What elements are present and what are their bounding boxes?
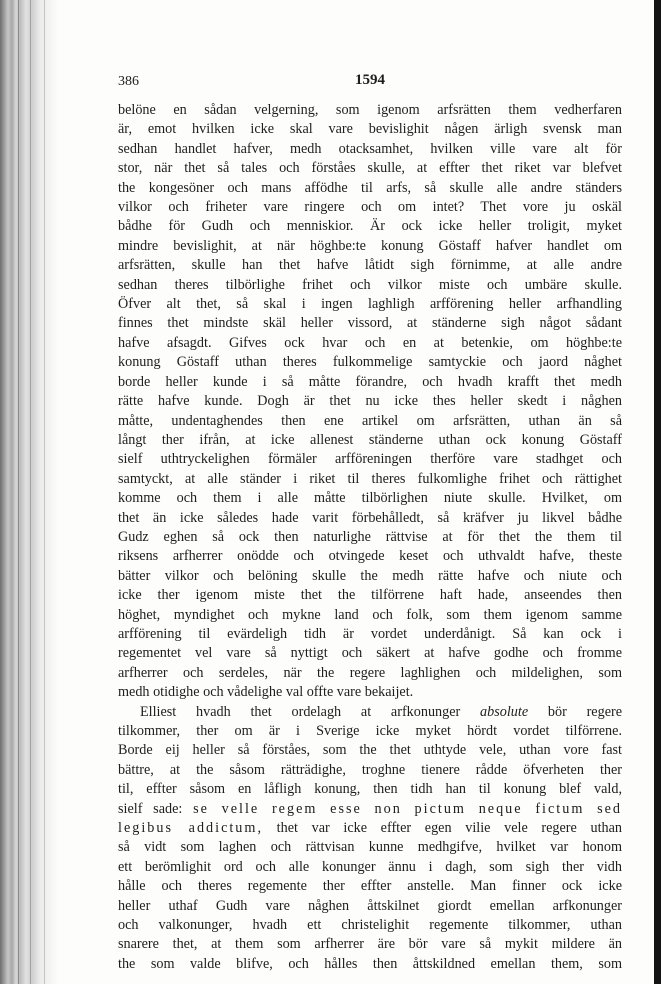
body-text xyxy=(118,101,622,974)
text-line: hålle och theres regemente ther effter anstelle. Man finner ock icke xyxy=(118,878,622,895)
year-header: 1594 xyxy=(355,72,385,88)
text-line: arfherrer och serdeles, när the regere laghlighen och mildelighen, som xyxy=(118,664,622,681)
text-line: borde heller kunde i så måtte förandre, och hvadh krafft thet medh xyxy=(118,373,622,390)
latin-quote: legibus addictum, xyxy=(118,820,263,837)
text-line: the kongesöner och mans affödhe til arfs, så skulle alle andre ständers xyxy=(118,179,622,196)
text-line: arfsrätten, skulle han thet hafve låtidt sigh förnimme, at alle andre xyxy=(118,257,622,274)
text-line: riksens arfherrer onödde och otvingede keset och uthvaldt hafve, theste xyxy=(118,548,622,565)
text-line: sielf sade: se velle regem esse non pictum neque fictum sed xyxy=(118,800,623,817)
text-line: medh otidighe och vådelighe val offte vare bekaijet. xyxy=(118,684,414,701)
text-line: hafve afsagdt. Gifves ock hvar och en at betenkie, om höghbe:te xyxy=(118,334,622,351)
text-line: sielf uthtryckelighen förmäler arfföreningen therföre vare stadhget och xyxy=(118,451,622,468)
text-line: Gudz eghen så ock then naturlighe rättvise at för thet the them til xyxy=(118,528,622,545)
text-line: så vidt som laghen och rättvisan kunne medhgifve, hvilket var honom xyxy=(118,839,622,856)
text-line: icke ther igenom miste thet the tilförrene haft hade, anseendes then xyxy=(118,587,622,604)
text-line: tilkommer, ther om är i Sverige icke myket hördt vordet tilförrene. xyxy=(118,723,622,739)
page-number: 386 xyxy=(118,74,139,89)
text-line: thet än icke således hade varit förbehålledt, så kräfver ju likvel bådhe xyxy=(118,509,622,526)
text-line: snarere thet, at them som arfherrer äre bör vare så mykit mildere än xyxy=(118,936,622,953)
text-line: heller uthaf Gudh vare någhen åttskilnet giordt emellan arfkonunger xyxy=(118,897,622,914)
text-line: långt ther ifrån, at icke allenest ständerne uthan ock konung Göstaff xyxy=(118,431,622,448)
book-gutter-shadow xyxy=(0,0,58,984)
paragraph-1 xyxy=(118,101,622,703)
text-line: legibus addictum, thet var icke effter egen vilie vele regere uthan xyxy=(118,820,623,837)
text-line: konung Göstaff uthan theres fulkommelige samtyckie och jaord någhet xyxy=(118,354,622,371)
text-line: komme och them i alle måtte tilbörlighen niute skulle. Hvilket, om xyxy=(118,490,622,507)
text-line: samtyckt, at alle ständer i riket til theres fulkomlighe frihet och rättighet xyxy=(118,470,622,487)
text-line: vilkor och friheter vare ringere och om intet? Thet vore ju oskäl xyxy=(118,199,622,216)
text-line: Öfver alt thet, så skal i ingen laghligh arfförening heller arfhandling xyxy=(118,296,622,313)
text-line: regementet vel vare så nyttigt och säkert at hafve godhe och fromme xyxy=(118,645,622,662)
text-line: måtte, undentaghendes then ene artikel om arfsrätten, uthan än så xyxy=(118,412,622,429)
text-line: Elliest hvadh thet ordelagh at arfkonunger absolute bör regere xyxy=(140,703,623,720)
italic-term: absolute xyxy=(480,703,529,720)
text-line: finnes thet mindste skäl heller vissord, at ständerne sigh något sådant xyxy=(118,315,622,332)
text-line: arfförening til evärdeligh tidh är vordet underdånigt. Så kan ock i xyxy=(118,625,622,642)
page-content xyxy=(118,68,622,974)
running-head xyxy=(118,68,622,92)
text-line: til, effter såsom en låfligh konung, then tidh han til konung blef vald, xyxy=(118,781,622,798)
text-line: Borde eij heller så förståes, som the thet uthtyde vele, uthan vore fast xyxy=(118,742,622,759)
gutter-line xyxy=(18,0,19,984)
text-line: bådhe för Gudh och menniskior. Är ock icke heller troligit, myket xyxy=(118,218,622,235)
text-line: bättre, at the såsom rätträdighe, troghne tienere rådde öfverheten ther xyxy=(118,761,622,778)
gutter-line xyxy=(30,0,31,984)
paragraph-2 xyxy=(118,703,622,975)
text-line: är, emot hvilken icke skal vare bevislighit någen ärligh svensk man xyxy=(118,121,622,138)
gutter-line xyxy=(44,0,45,984)
latin-quote: se velle regem esse non pictum neque fictum sed xyxy=(193,800,623,817)
text-line: mindre bevislighit, at när höghbe:te konung Göstaff hafver handlet om xyxy=(118,237,622,254)
text-line: och valkonunger, hvadh ett christelighit regemente tilkommer, uthan xyxy=(118,917,622,934)
text-line: bätter vilkor och belöning skulle the medh rätte hafve och niute och xyxy=(118,567,622,584)
text-line: höghet, myndighet och mykne land och folk, som them igenom samme xyxy=(118,606,622,623)
text-line: the som valde blifve, och hålles then åttskildned emellan them, som xyxy=(118,955,622,972)
text-line: stor, när thet så tales och förståes skulle, at effter thet riket var blefvet xyxy=(118,160,622,177)
text-line: sedhan handlet hafver, medh otacksamhet, hvilken ville vare alt för xyxy=(118,140,622,157)
text-line: sedhan theres tilbörlighe frihet och vilkor miste och umbäre skulle. xyxy=(118,276,622,293)
text-line: rätte hafve kunde. Dogh är thet nu icke thes heller skedt i någhen xyxy=(118,393,622,410)
text-line: ett berömlighit ord och alle konunger ännu i dagh, som sigh ther vidh xyxy=(118,858,622,875)
scan-edge xyxy=(654,0,661,984)
text-line: belöne en sådan velgerning, som igenom arfsrätten them vedherfaren xyxy=(118,102,622,118)
